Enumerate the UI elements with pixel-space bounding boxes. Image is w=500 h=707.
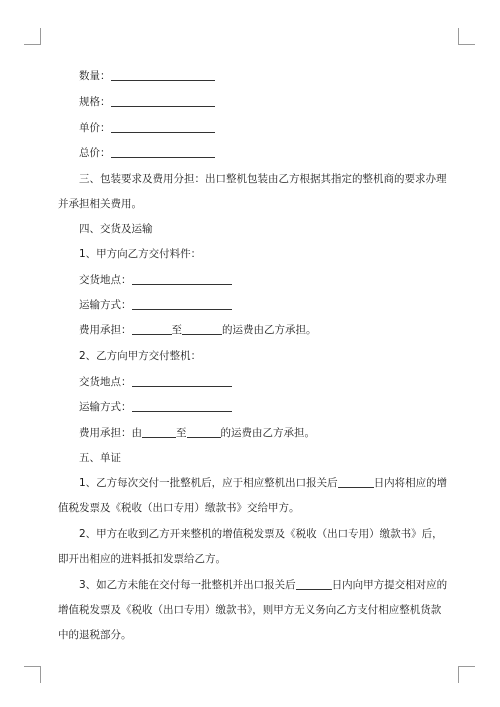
cost-label: 费用承担： [79,324,132,336]
unit-price-blank [111,121,215,133]
total-price-field [79,146,215,160]
page-corner-top-right [458,28,475,45]
days-blank [338,476,374,488]
sec4-title: 四、交货及运输 [79,223,153,235]
unit-price-field [79,121,215,135]
cost-field-1 [79,323,317,337]
delivery-place-blank [132,273,232,285]
spec-label: 规格： [79,96,111,108]
sec4-sub2: 2、乙方向甲方交付整机： [79,350,202,362]
quantity-label: 数量： [79,70,111,82]
sec5-p1-text-b: 日内将相应的增 [373,477,448,489]
total-price-label: 总价： [79,147,111,159]
transport-method-label: 运输方式： [79,299,132,311]
sec3-line1: 三、包装要求及费用分担：出口整机包装由乙方根据其指定的整机商的要求办理 [79,173,447,185]
transport-method-blank [132,298,232,310]
sec5-p3-text-a: 3、如乙方未能在交付每一批整机并出口报关后 [79,579,296,591]
quantity-blank [111,69,215,81]
delivery-place-blank [132,375,232,387]
delivery-place-field-2 [79,375,232,389]
cost-label: 费用承担：由 [79,427,142,439]
quantity-field [79,69,215,83]
transport-method-field-1 [79,298,232,312]
cost-to-blank [182,323,222,335]
sec3-line2: 并承担相关费用。 [58,198,142,210]
cost-from-blank [142,426,176,438]
sec5-title: 五、单证 [79,452,121,464]
sec5-p1-text-a: 1、乙方每次交付一批整机后，应于相应整机出口报关后 [79,477,338,489]
cost-to-word: 至 [171,324,182,336]
total-price-blank [111,146,215,158]
spec-field [79,95,215,109]
transport-method-label: 运输方式： [79,401,132,413]
delivery-place-field-1 [79,273,232,287]
sec5-p1-line1 [79,476,447,490]
cost-suffix: 的运费由乙方承担。 [220,427,315,439]
spec-blank [111,95,215,107]
cost-suffix: 的运费由乙方承担。 [222,324,317,336]
unit-price-label: 单价： [79,122,111,134]
transport-method-blank [132,400,232,412]
cost-from-blank [132,323,172,335]
cost-field-2 [79,426,315,440]
cost-to-word: 至 [176,427,187,439]
delivery-place-label: 交货地点： [79,376,132,388]
sec5-p3-text-b: 日内向甲方提交相对应的 [331,579,448,591]
sec5-p2-line1: 2、甲方在收到乙方开来整机的增值税发票及《税收（出口专用）缴款书》后， [79,528,443,540]
cost-to-blank [187,426,221,438]
sec4-sub1: 1、甲方向乙方交付料件： [79,248,202,260]
sec5-p2-line2: 即开出相应的进料抵扣发票给乙方。 [58,553,226,565]
page-corner-bottom-left [24,666,41,683]
transport-method-field-2 [79,400,232,414]
page-corner-bottom-right [458,666,475,683]
delivery-place-label: 交货地点： [79,274,132,286]
sec5-p3-line3: 中的退税部分。 [58,629,132,641]
sec5-p3-line2: 增值税发票及《税收（出口专用）缴款书》，则甲方无义务向乙方支付相应整机货款 [58,604,442,616]
page-corner-top-left [24,28,41,45]
sec5-p3-line1 [79,578,447,592]
sec5-p1-line2: 值税发票及《税收（出口专用）缴款书》交给甲方。 [58,502,300,514]
days-blank [296,578,332,590]
